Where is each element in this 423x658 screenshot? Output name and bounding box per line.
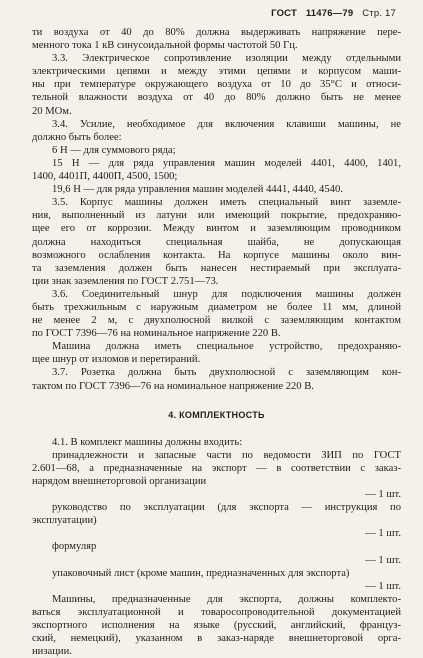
- text-line: 19,6 Н — для ряда управления машин моделей 4441, 4440, 4540.: [52, 184, 343, 196]
- text-line: та заземления должен быть нанесен нестираемый при эксплуата-: [32, 262, 401, 274]
- text-line: 3.6. Соединительный шнур для подключения машины должен: [52, 288, 401, 300]
- text-line: упаковочный лист (кроме машин, предназначенных для экспорта): [52, 567, 350, 579]
- header-page-number: Стр. 17: [362, 8, 396, 19]
- text-line: тактом по ГОСТ 7396—76 на номинальное напряжение 220 В.: [32, 380, 314, 392]
- text-line: электрическими цепями и между этими цепями и корпусом маши-: [32, 66, 401, 78]
- section-title: 4. КОМПЛЕКТНОСТЬ: [168, 409, 265, 420]
- quantity-text: — 1 шт.: [365, 489, 401, 501]
- text-line: 3.4. Усилие, необходимое для включения клавиши машины, не: [52, 118, 401, 130]
- quantity-text: — 1 шт.: [365, 554, 401, 566]
- page-header: [265, 8, 396, 19]
- text-line: 1400, 4401П, 4400П, 4500, 1500;: [32, 171, 178, 183]
- quantity-text: — 1 шт.: [365, 580, 401, 592]
- text-line: менного тока 1 кВ синусоидальной формы частотой 50 Гц.: [32, 40, 298, 52]
- header-gost: ГОСТ: [271, 8, 297, 19]
- text-line: не менее 2 м, с двухполюсной вилкой с заземляющим контактом: [32, 315, 401, 327]
- text-line: формуляр: [52, 541, 97, 553]
- text-line: должно быть более:: [32, 131, 122, 143]
- text-line: должна находиться специальная шайба, не допускающая: [32, 236, 401, 248]
- quantity-text: — 1 шт.: [365, 528, 401, 540]
- text-line: щее его от коррозии. Между винтом и заземляющим проводником: [32, 223, 401, 235]
- text-line: ваться эксплуатационной и товаросопроводительной документацией: [32, 606, 401, 618]
- text-line: ны при температуре окружающего воздуха от 10 до 35°С и относи-: [32, 79, 401, 91]
- text-line: 3.7. Розетка должна быть двухполюсной с заземляющим кон-: [52, 367, 401, 379]
- text-line: тельной влажности воздуха от 40 до 80% должно быть не менее: [32, 92, 401, 104]
- text-line: возможного ослабления контакта. На корпусе машины около вин-: [32, 249, 401, 261]
- text-line: 2.601—68, а предназначенные на экспорт — в соответствии с заказ-: [32, 462, 401, 474]
- text-line: по ГОСТ 7396—76 на номинальное напряжение 220 В.: [32, 328, 281, 340]
- text-line: Машина должна иметь специальное устройство, предохраняю-: [52, 341, 401, 353]
- document-body: [32, 26, 401, 658]
- text-line: эксплуатации): [32, 515, 97, 527]
- text-line: ния, выполненный из латуни или имеющий покрытие, предохраняю-: [32, 210, 401, 222]
- text-line: быть трехжильным с наружным диаметром не более 11 мм, длиной: [32, 301, 401, 313]
- text-line: руководство по эксплуатации (для экспорта — инструкция по: [52, 502, 401, 514]
- text-line: экспортного исполнения на языке (русский, английский, француз-: [32, 620, 401, 632]
- text-line: ции знак заземления по ГОСТ 2.751—73.: [32, 275, 219, 287]
- text-line: ти воздуха от 40 до 80% должна выдерживать напряжение пере-: [32, 27, 401, 38]
- text-line: 6 Н — для суммового ряда;: [52, 144, 176, 156]
- text-line: нарядом внешнеторговой организации: [32, 476, 207, 487]
- text-line: Машины, предназначенные для экспорта, должны комплекто-: [52, 593, 401, 605]
- text-line: 3.3. Электрическое сопротивление изоляции между отдельными: [52, 53, 401, 65]
- text-line: низации.: [32, 646, 72, 658]
- text-line: 3.5. Корпус машины должен иметь специальный винт заземле-: [52, 197, 401, 209]
- text-line: 20 МОм.: [32, 105, 72, 117]
- header-standard-number: 11476—79: [305, 8, 354, 19]
- text-line: щее шнур от изломов и перетираний.: [32, 354, 201, 366]
- text-line: принадлежности и запасные части по ведомости ЗИП по ГОСТ: [52, 449, 401, 461]
- text-line: 4.1. В комплект машины должны входить:: [52, 436, 243, 448]
- text-line: 15 Н — для ряда управления машин моделей 4401, 4400, 1401,: [52, 157, 401, 169]
- text-line: ский, немецкий), указанном в заказ-наряде внешнеторговой орга-: [32, 633, 401, 645]
